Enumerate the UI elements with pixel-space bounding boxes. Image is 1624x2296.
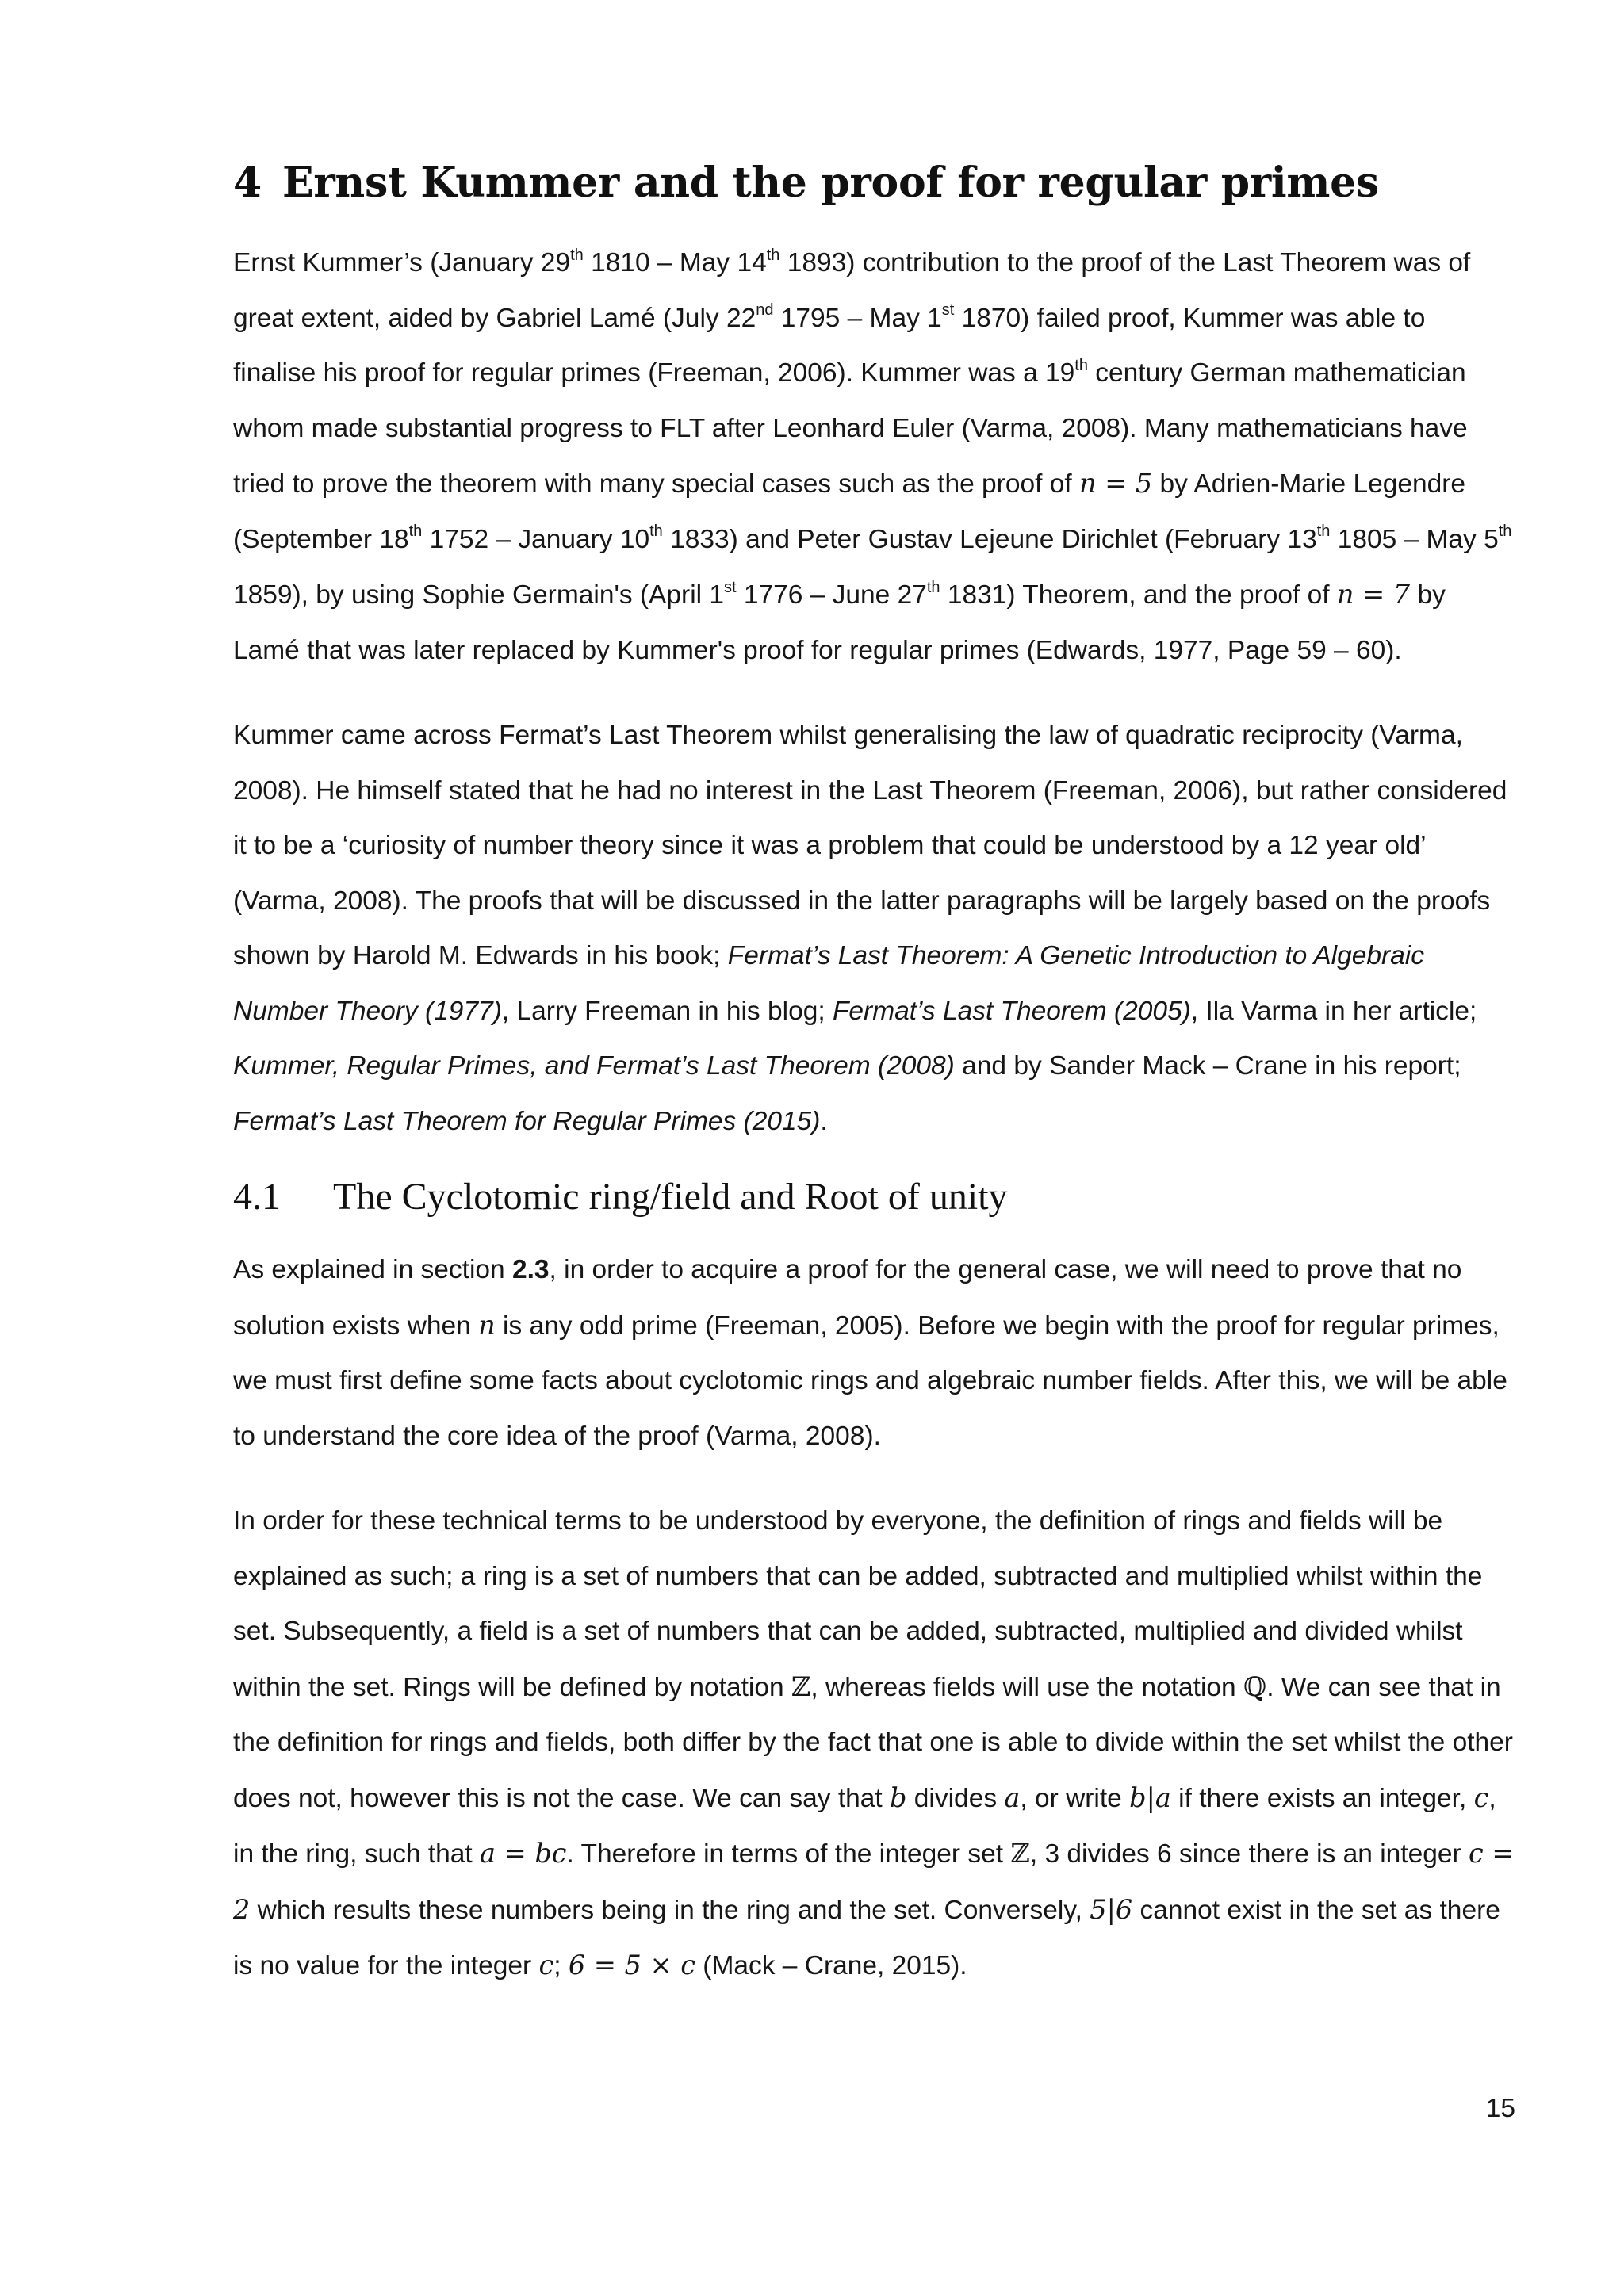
text-run: (Mack – Crane, 2015). bbox=[695, 1951, 967, 1980]
superscript: th bbox=[1498, 522, 1512, 541]
math-expression: n = 7 bbox=[1336, 579, 1411, 610]
chapter-heading bbox=[233, 155, 1515, 212]
math-expression: a = bc bbox=[480, 1838, 567, 1869]
integers-symbol: ℤ bbox=[791, 1670, 811, 1702]
paragraph-general-case bbox=[233, 1242, 1515, 1464]
superscript: st bbox=[941, 301, 955, 320]
blog-title-italic: Fermat’s Last Theorem (2005) bbox=[832, 996, 1191, 1026]
text-run: In order for these technical terms to be understood by everyone, the definition of rings and fields will be explained as such; a ring is a set of numbers that can be added, subtracted and multiplied whilst within the set. Subsequently, a field is a set of numbers that can be added, subtracted, multiplied and divided whilst within the set. Rings will be defined by notation bbox=[233, 1506, 1483, 1702]
page-number: 15 bbox=[1485, 2094, 1515, 2123]
text-run: 1752 – January 10 bbox=[422, 524, 650, 554]
math-expression: c = 2 bbox=[233, 1838, 1515, 1925]
math-expression: c bbox=[538, 1950, 554, 1980]
paragraph-kummer-intro bbox=[233, 235, 1515, 678]
text-run: and by Sander Mack – Crane in his report; bbox=[954, 1051, 1461, 1081]
section-reference: 2.3 bbox=[511, 1255, 550, 1284]
text-run: . We can see that in the definition for rings and fields, both differ by the fact that one is able to divide within the set whilst the other does not, however this is not the case. We can say that bbox=[233, 1672, 1513, 1813]
superscript: nd bbox=[756, 301, 774, 320]
text-run: which results these numbers being in the ring and the set. Conversely, bbox=[250, 1895, 1090, 1925]
text-run: by Lamé that was later replaced by Kummer's proof for regular primes (Edwards, 1977, Page 59 – 60). bbox=[233, 580, 1446, 665]
math-expression: n = 5 bbox=[1078, 468, 1153, 499]
page-content bbox=[233, 155, 1515, 1994]
text-run: , in the ring, such that bbox=[233, 1783, 1496, 1869]
text-run: 1795 – May 1 bbox=[773, 303, 942, 333]
superscript: th bbox=[570, 246, 584, 264]
text-run: As explained in section bbox=[233, 1255, 512, 1284]
superscript: th bbox=[649, 522, 663, 541]
text-run: cannot exist in the set as there is no value for the integer bbox=[233, 1895, 1500, 1980]
text-run: if there exists an integer, bbox=[1170, 1783, 1474, 1813]
text-run: century German mathematician whom made substantial progress to FLT after Leonhard Euler (Varma, 2008). Many mathematicians have tried to prove the theorem with many special cases such as the proof of bbox=[233, 358, 1468, 499]
superscript: st bbox=[724, 578, 737, 596]
text-run: , 3 divides 6 since there is an integer bbox=[1029, 1839, 1469, 1869]
text-run: divides bbox=[906, 1783, 1005, 1813]
text-run: Kummer came across Fermat’s Last Theorem whilst generalising the law of quadratic reciprocity (Varma, 2008). He himself stated that he had no interest in the Last Theorem (Freeman, 2006), but rather considered it to be a ‘curiosity of number theory since it was a problem that could be understood by a 12 year old’ (Varma, 2008). The proofs that will be discussed in the latter paragraphs will be largely based on the proofs shown by Harold M. Edwards in his book; bbox=[233, 721, 1507, 970]
text-run: 1831) Theorem, and the proof of bbox=[940, 580, 1337, 610]
math-expression: a bbox=[1004, 1781, 1021, 1813]
math-expression: b|a bbox=[1129, 1781, 1171, 1813]
section-heading bbox=[233, 1169, 1515, 1225]
paragraph-quadratic-reciprocity bbox=[233, 708, 1515, 1149]
text-run: , or write bbox=[1020, 1783, 1130, 1813]
text-run: ; bbox=[553, 1951, 569, 1980]
text-run: is any odd prime (Freeman, 2005). Before we begin with the proof for regular primes, we must first define some facts about cyclotomic rings and algebraic number fields. After this, we will be able to understand the core idea of the proof (Varma, 2008). bbox=[233, 1311, 1507, 1451]
superscript: th bbox=[1316, 522, 1331, 541]
math-expression: 5|6 bbox=[1090, 1893, 1133, 1925]
report-title-italic: Fermat’s Last Theorem for Regular Primes (2015) bbox=[233, 1106, 821, 1136]
math-expression: c bbox=[1473, 1781, 1489, 1813]
integers-symbol: ℤ bbox=[1010, 1838, 1030, 1869]
book-title-italic: Fermat’s Last Theorem: A Genetic Introduction to Algebraic Number Theory (1977) bbox=[233, 941, 1424, 1026]
superscript: th bbox=[1074, 356, 1088, 374]
text-run: 1776 – June 27 bbox=[736, 580, 927, 610]
text-run: . bbox=[820, 1106, 828, 1136]
text-run: 1870) failed proof, Kummer was able to finalise his proof for regular primes (Freeman, 2006). Kummer was a 19 bbox=[233, 303, 1426, 388]
rationals-symbol: ℚ bbox=[1243, 1670, 1267, 1702]
text-run: , Ila Varma in her article; bbox=[1190, 996, 1477, 1026]
math-expression: n bbox=[478, 1309, 496, 1341]
chapter-title: Ernst Kummer and the proof for regular primes bbox=[282, 159, 1379, 207]
text-run: by Adrien-Marie Legendre (September 18 bbox=[233, 469, 1466, 554]
text-run: . Therefore in terms of the integer set bbox=[566, 1839, 1011, 1869]
text-run: , whereas fields will use the notation bbox=[810, 1672, 1243, 1702]
section-title: The Cyclotomic ring/field and Root of unity bbox=[333, 1176, 1008, 1218]
text-run: , Larry Freeman in his blog; bbox=[501, 996, 833, 1026]
superscript: th bbox=[926, 578, 940, 596]
text-run: 1805 – May 5 bbox=[1330, 524, 1499, 554]
superscript: th bbox=[408, 522, 423, 541]
math-expression: 6 = 5 × c bbox=[568, 1950, 695, 1980]
article-title-italic: Kummer, Regular Primes, and Fermat’s Last Theorem (2008) bbox=[233, 1051, 955, 1081]
paragraph-rings-fields bbox=[233, 1494, 1515, 1994]
math-expression: b bbox=[890, 1781, 907, 1813]
text-run: 1893) contribution to the proof of the Last Theorem was of great extent, aided by Gabriel Lamé (July 22 bbox=[233, 248, 1471, 333]
text-run: Ernst Kummer’s (January 29 bbox=[233, 248, 571, 277]
text-run: , in order to acquire a proof for the general case, we will need to prove that no solution exists when bbox=[233, 1255, 1462, 1341]
text-run: 1833) and Peter Gustav Lejeune Dirichlet (February 13 bbox=[662, 524, 1317, 554]
chapter-number: 4 bbox=[233, 159, 262, 207]
text-run: 1859), by using Sophie Germain's (April 1 bbox=[233, 580, 725, 610]
section-number: 4.1 bbox=[233, 1176, 281, 1218]
superscript: th bbox=[766, 246, 780, 264]
text-run: 1810 – May 14 bbox=[583, 248, 767, 277]
